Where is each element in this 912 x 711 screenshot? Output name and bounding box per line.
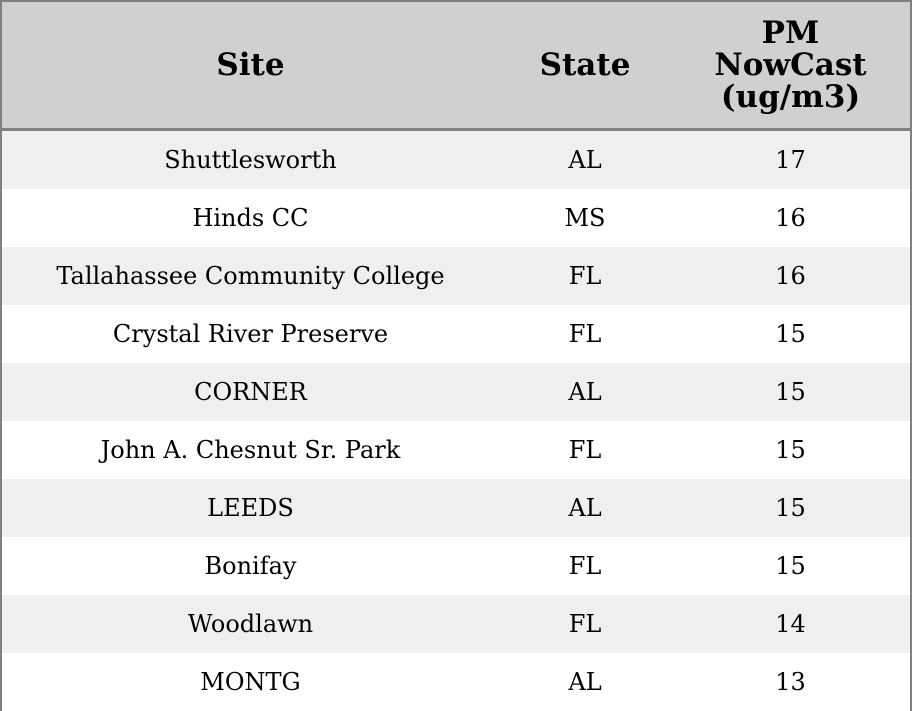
state-cell: FL <box>499 537 671 595</box>
table-row <box>2 421 910 479</box>
state-cell: MS <box>499 189 671 247</box>
column-header-pm-line-3: (ug/m3) <box>720 79 861 115</box>
pm-value-cell: 15 <box>671 305 910 363</box>
table-row <box>2 653 910 711</box>
site-cell: MONTG <box>2 653 499 711</box>
pm-value-cell: 15 <box>671 421 910 479</box>
pm-nowcast-table <box>2 2 910 711</box>
pm-value-cell: 15 <box>671 363 910 421</box>
pm-value-cell: 15 <box>671 479 910 537</box>
pm-value-cell: 16 <box>671 247 910 305</box>
site-cell: LEEDS <box>2 479 499 537</box>
site-cell: Woodlawn <box>2 595 499 653</box>
state-cell: FL <box>499 421 671 479</box>
table-row <box>2 595 910 653</box>
table-row <box>2 130 910 190</box>
site-cell: Shuttlesworth <box>2 130 499 190</box>
table-body <box>2 130 910 711</box>
state-cell: AL <box>499 653 671 711</box>
table-header <box>2 2 910 130</box>
site-cell: Tallahassee Community College <box>2 247 499 305</box>
table-row <box>2 189 910 247</box>
header-row <box>2 2 910 130</box>
state-cell: AL <box>499 130 671 190</box>
pm-value-cell: 17 <box>671 130 910 190</box>
column-header-pm-line-1: PM <box>761 15 820 51</box>
table-row <box>2 363 910 421</box>
column-header-state: State <box>499 2 671 130</box>
column-header-pm-nowcast <box>671 2 910 130</box>
state-cell: AL <box>499 479 671 537</box>
pm-value-cell: 13 <box>671 653 910 711</box>
site-cell: Crystal River Preserve <box>2 305 499 363</box>
site-cell: John A. Chesnut Sr. Park <box>2 421 499 479</box>
site-cell: CORNER <box>2 363 499 421</box>
pm-value-cell: 14 <box>671 595 910 653</box>
state-cell: FL <box>499 247 671 305</box>
column-header-pm-line-2: NowCast <box>714 47 867 83</box>
site-cell: Bonifay <box>2 537 499 595</box>
site-cell: Hinds CC <box>2 189 499 247</box>
table-row <box>2 537 910 595</box>
table-row <box>2 247 910 305</box>
pm-value-cell: 15 <box>671 537 910 595</box>
table-row <box>2 479 910 537</box>
pm-value-cell: 16 <box>671 189 910 247</box>
table-row <box>2 305 910 363</box>
state-cell: FL <box>499 595 671 653</box>
state-cell: FL <box>499 305 671 363</box>
state-cell: AL <box>499 363 671 421</box>
column-header-site: Site <box>2 2 499 130</box>
